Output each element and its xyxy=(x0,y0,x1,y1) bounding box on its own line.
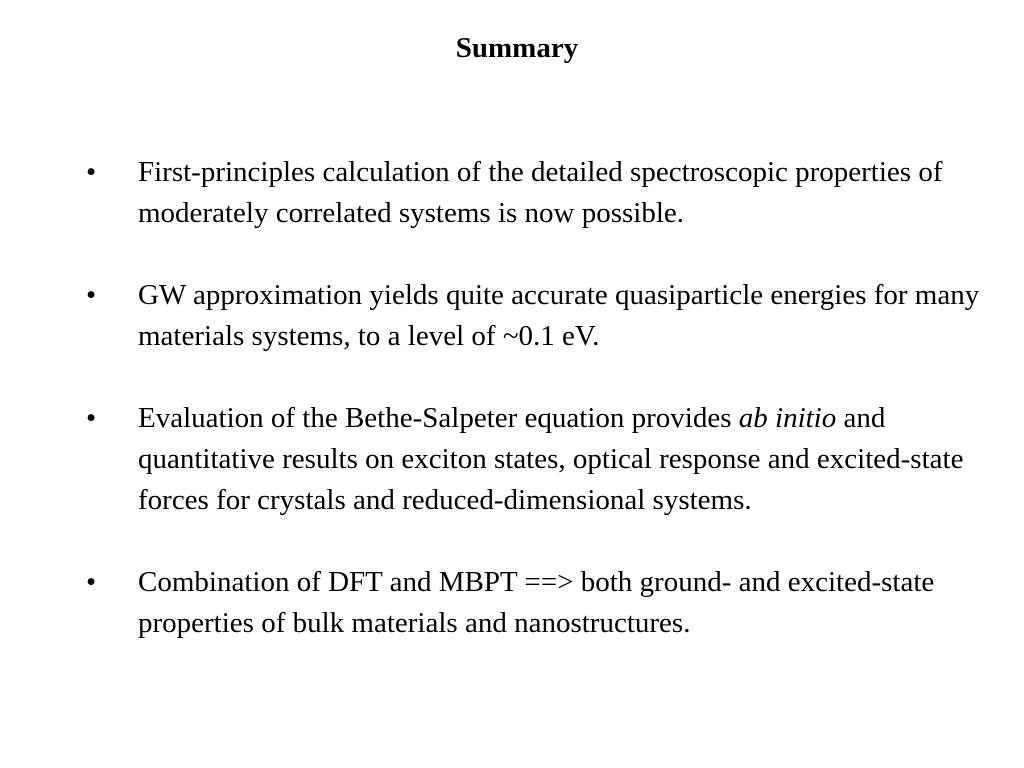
bullet-text: Combination of DFT and MBPT ==> both ground- and excited-state properties of bulk materials and nanostructures. xyxy=(138,566,935,639)
summary-bullet-list xyxy=(0,152,1024,644)
italic-term: ab initio xyxy=(738,402,837,434)
bullet-item-first-principles xyxy=(0,152,1024,234)
bullet-icon: • xyxy=(86,279,97,311)
bullet-icon: • xyxy=(86,566,97,598)
bullet-text: First-principles calculation of the detailed spectroscopic properties of moderately correlated systems is now possible. xyxy=(138,156,943,229)
bullet-item-dft-mbpt xyxy=(0,562,1024,644)
bullet-text: GW approximation yields quite accurate quasiparticle energies for many materials systems, to a level of ~0.1 eV. xyxy=(138,279,980,352)
bullet-icon: • xyxy=(86,402,97,434)
bullet-text-before-italic: Evaluation of the Bethe-Salpeter equation provides xyxy=(138,402,739,434)
bullet-text-after-italic: and quantitative results on exciton states, optical response and excited-state forces for crystals and reduced-dimensional systems. xyxy=(138,402,964,516)
slide-title: Summary xyxy=(455,32,579,64)
bullet-item-bethe-salpeter xyxy=(0,398,1024,521)
bullet-icon: • xyxy=(86,156,97,188)
bullet-item-gw-approximation xyxy=(0,275,1024,357)
